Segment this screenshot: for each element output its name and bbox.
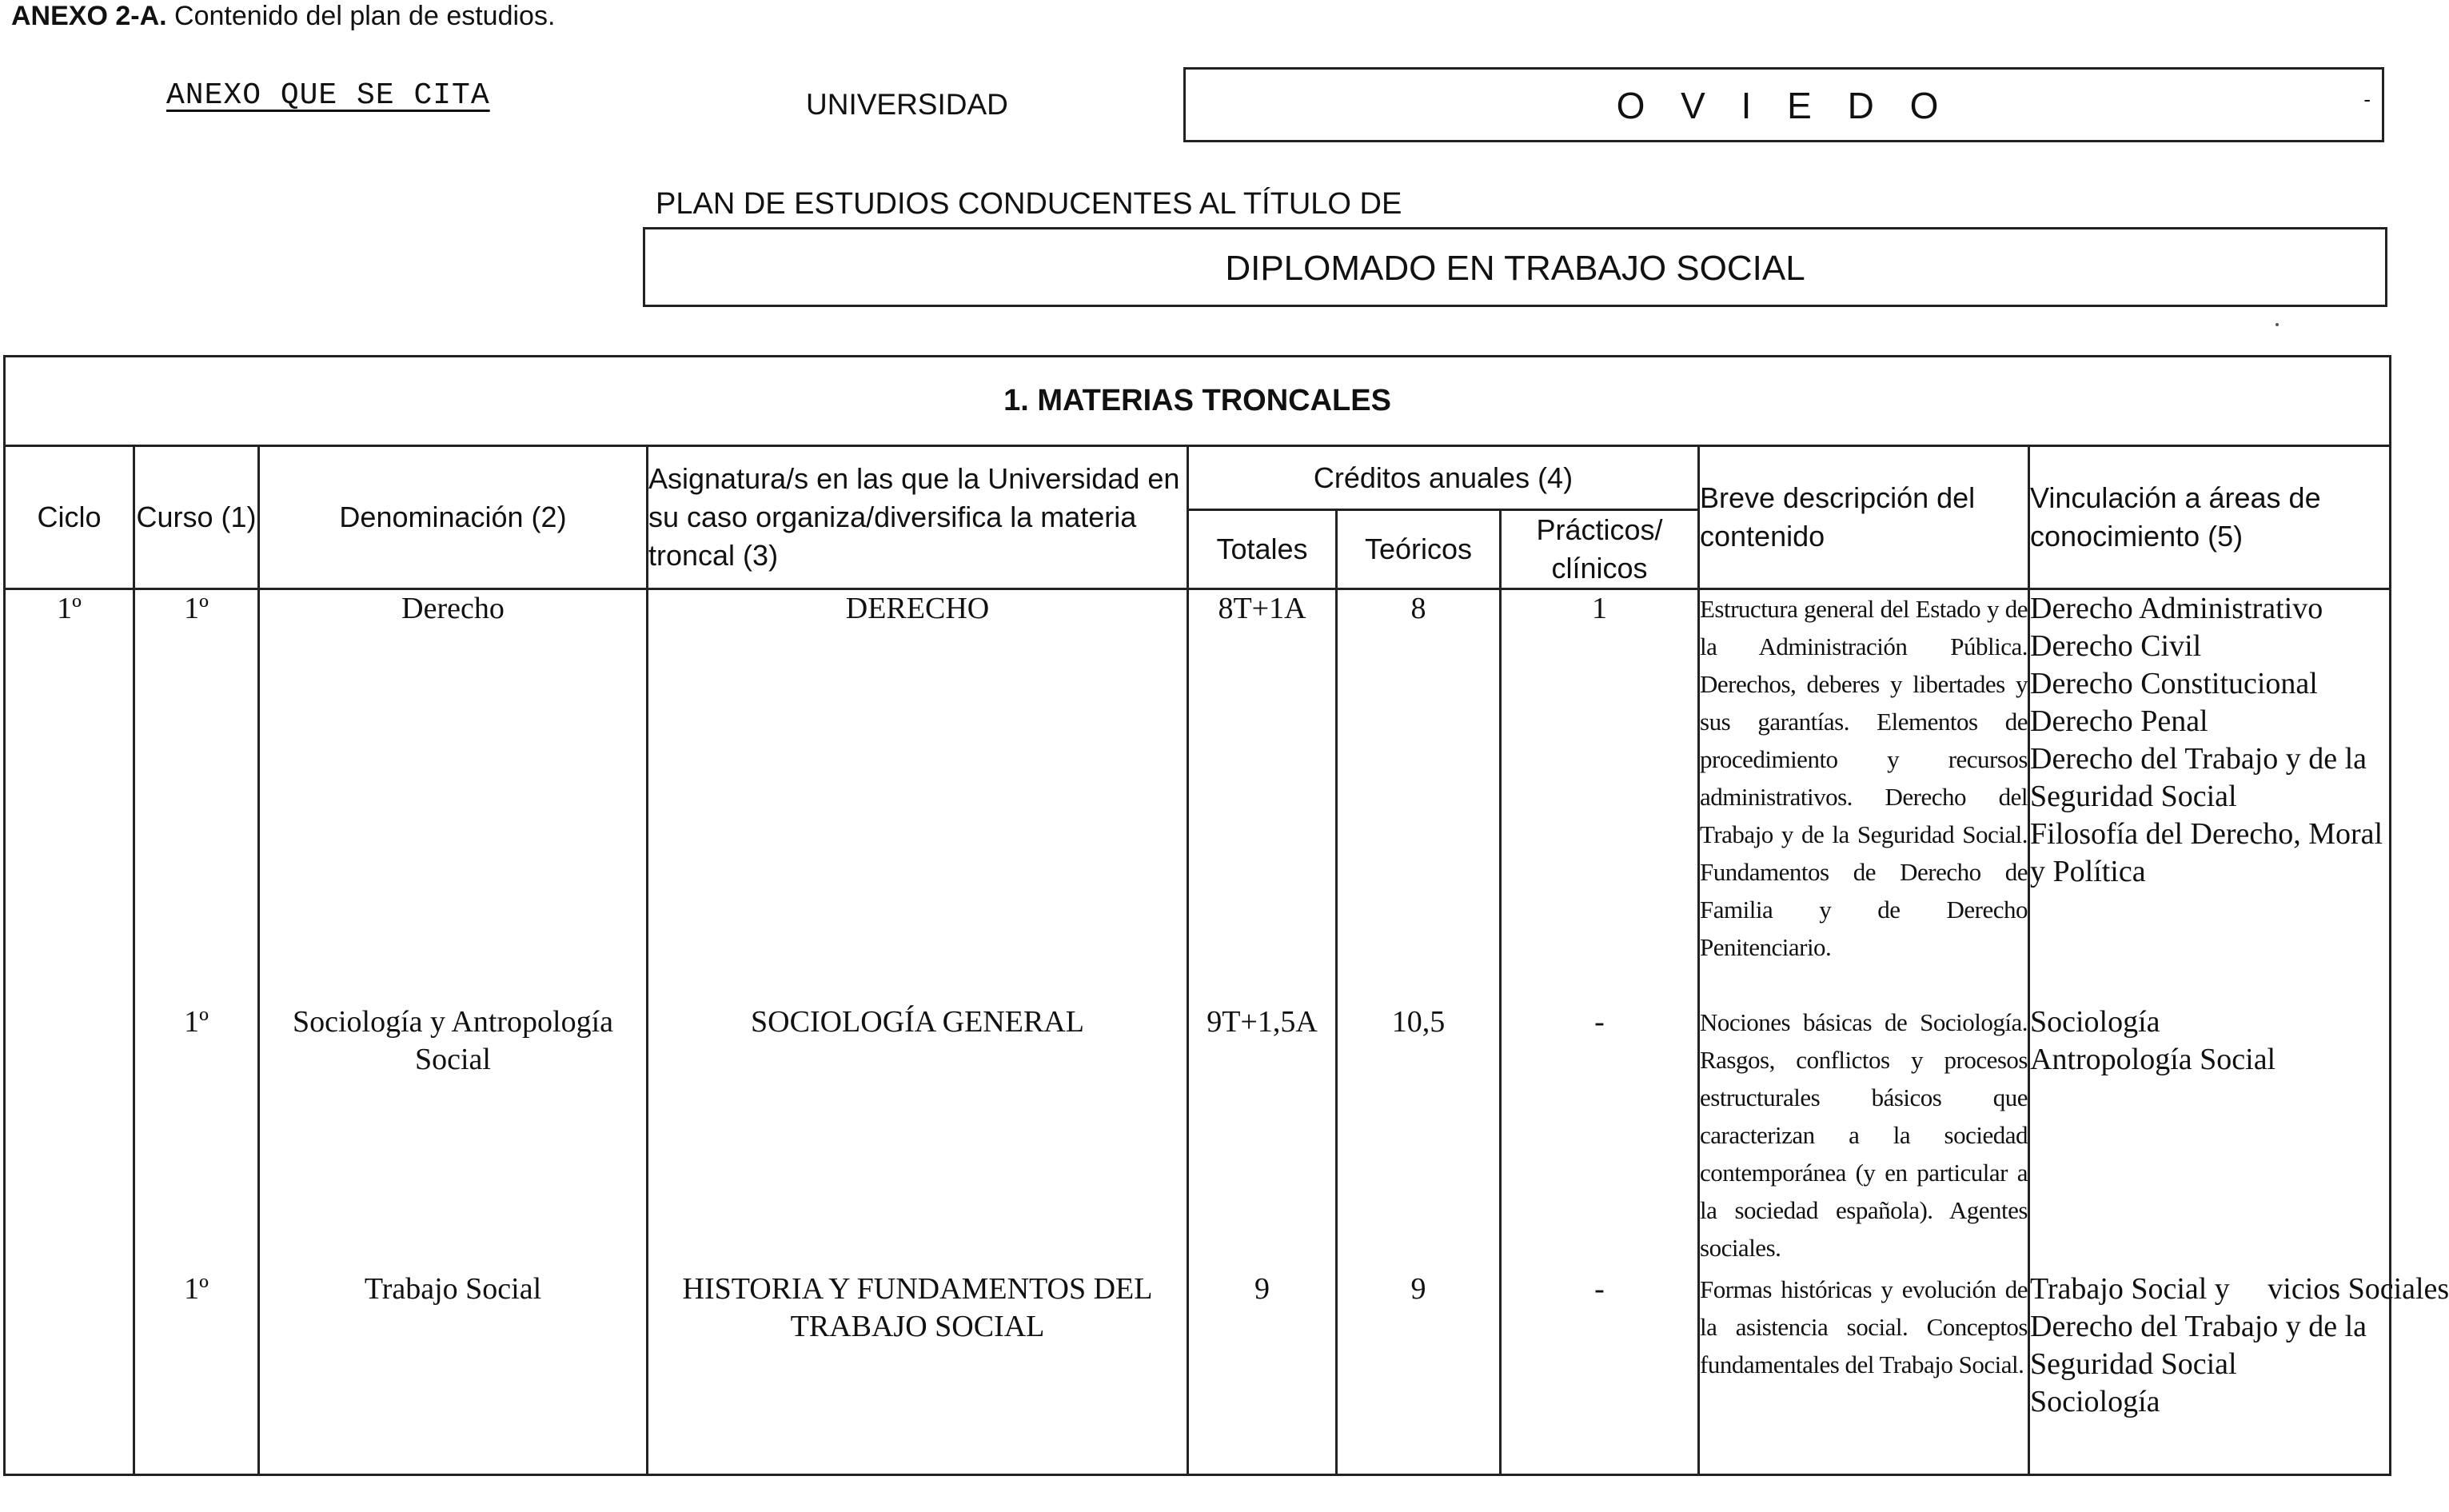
table-row <box>5 589 2391 1003</box>
cell-descripcion: Nociones básicas de Sociología. Rasgos, conflictos y procesos estructurales básicos que caracterizan a la sociedad contemporánea (y en particular a la sociedad española). Agentes sociales. <box>1699 1003 2029 1271</box>
annex-cita-heading: ANEXO QUE SE CITA <box>166 78 490 113</box>
area-item: Derecho Constitucional <box>2030 667 2318 700</box>
header-curso: Curso (1) <box>134 446 259 589</box>
area-item: Filosofía del Derecho, Moral y Política <box>2030 817 2383 888</box>
annex-header <box>11 0 555 32</box>
table-title: 1. MATERIAS TRONCALES <box>5 357 2391 446</box>
cell-asignatura: SOCIOLOGÍA GENERAL <box>648 1003 1188 1271</box>
university-label: UNIVERSIDAD <box>806 88 1008 121</box>
area-item: Sociología <box>2030 1384 2160 1418</box>
cell-descripcion: Estructura general del Estado y de la Administración Pública. Derechos, deberes y libertades y sus garantías. Elementos de procedimiento y recursos administrativos. Derecho del Trabajo y de la Seguridad Social. Fundamentos de Derecho de Familia y de Derecho Penitenciario. <box>1699 589 2029 1003</box>
annex-label: ANEXO 2-A. <box>11 1 167 31</box>
area-item: Derecho Administrativo <box>2030 592 2323 625</box>
scan-speck <box>2275 323 2279 326</box>
cell-descripcion: Formas históricas y evolución de la asistencia social. Conceptos fundamentales del Trabajo Social. <box>1699 1271 2029 1475</box>
cell-totales: 8T+1A <box>1188 589 1337 1003</box>
cell-practicos: 1 <box>1501 589 1699 1003</box>
area-item: Sociología <box>2030 1004 2160 1039</box>
table-row <box>5 1271 2391 1475</box>
cell-practicos: - <box>1501 1271 1699 1475</box>
header-vinculacion: Vinculación a áreas de conocimiento (5) <box>2029 446 2391 589</box>
header-asignatura: Asignatura/s en las que la Universidad en su caso organiza/diversifica la materia troncal (3) <box>648 446 1188 589</box>
header-ciclo: Ciclo <box>5 446 134 589</box>
cell-practicos: - <box>1501 1003 1699 1271</box>
cell-areas <box>2029 1271 2449 1475</box>
cell-denominacion: Trabajo Social <box>259 1271 648 1475</box>
cell-asignatura: DERECHO <box>648 589 1188 1003</box>
university-value: O V I E D O <box>1616 85 1952 126</box>
area-item: Derecho Civil <box>2030 629 2202 663</box>
degree-title: DIPLOMADO EN TRABAJO SOCIAL <box>1225 249 1805 288</box>
cell-teoricos: 8 <box>1337 589 1501 1003</box>
cell-areas <box>2029 589 2391 1003</box>
header-descripcion: Breve descripción del contenido <box>1699 446 2029 589</box>
cell-teoricos: 9 <box>1337 1271 1501 1475</box>
header-practicos: Prácticos/ clínicos <box>1501 510 1699 589</box>
cell-denominacion: Sociología y Antropología Social <box>259 1003 648 1271</box>
area-item: Trabajo Social y vicios Sociales <box>2030 1271 2449 1306</box>
cell-ciclo <box>5 1003 134 1271</box>
cell-totales: 9T+1,5A <box>1188 1003 1337 1271</box>
area-item: Derecho Penal <box>2030 704 2208 738</box>
area-item: Derecho del Trabajo y de la Seguridad Social <box>2030 742 2367 813</box>
cell-asignatura: HISTORIA Y FUNDAMENTOS DEL TRABAJO SOCIAL <box>648 1271 1188 1475</box>
cell-curso: 1º <box>134 1003 259 1271</box>
cell-ciclo: 1º <box>5 589 134 1003</box>
cell-denominacion: Derecho <box>259 589 648 1003</box>
header-denominacion: Denominación (2) <box>259 446 648 589</box>
university-tick-mark: - <box>2363 87 2371 111</box>
header-totales: Totales <box>1188 510 1337 589</box>
cell-areas <box>2029 1003 2391 1271</box>
header-creditos: Créditos anuales (4) <box>1188 446 1699 510</box>
header-teoricos: Teóricos <box>1337 510 1501 589</box>
annex-text: Contenido del plan de estudios. <box>174 1 556 31</box>
table-row <box>5 1003 2391 1271</box>
cell-teoricos: 10,5 <box>1337 1003 1501 1271</box>
degree-title-box <box>643 227 2387 307</box>
area-item: Derecho del Trabajo y de la Seguridad Social <box>2030 1309 2367 1381</box>
cell-curso: 1º <box>134 1271 259 1475</box>
plan-label: PLAN DE ESTUDIOS CONDUCENTES AL TÍTULO DE <box>656 187 1402 221</box>
cell-curso: 1º <box>134 589 259 1003</box>
materias-troncales-table <box>3 355 2449 1476</box>
cell-totales: 9 <box>1188 1271 1337 1475</box>
cell-ciclo <box>5 1271 134 1475</box>
university-box <box>1183 67 2384 142</box>
area-item: Antropología Social <box>2030 1042 2276 1076</box>
